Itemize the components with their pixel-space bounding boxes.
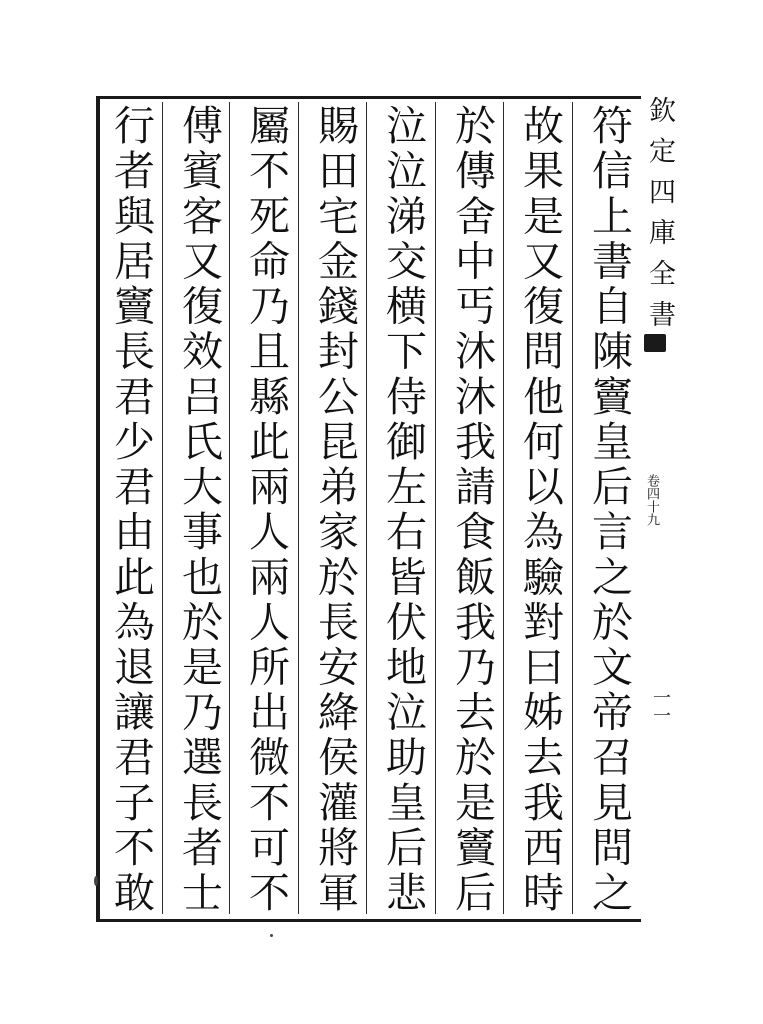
column-rule [229, 102, 230, 914]
speck [94, 876, 98, 886]
text-column-4: 泣泣涕交横下侍御左右皆伏地泣助皇后悲 [379, 104, 427, 914]
book-title: 欽定四庫全書 [644, 96, 675, 328]
fish-tail-mark [644, 334, 666, 352]
text-column-7: 傅賓客又復效吕氏大事也於是乃選長者士 [175, 104, 223, 914]
text-column-2: 故果是又復問他何以為驗對曰姊去我西時 [516, 104, 564, 914]
text-column-6: 屬不死命乃且縣此兩人兩人所出微不可不 [242, 104, 290, 914]
column-rule [572, 102, 573, 914]
text-column-8: 行者與居竇長君少君由此為退讓君子不敢 [107, 104, 155, 914]
column-rule [162, 102, 163, 914]
page-number: 一一 [650, 688, 671, 724]
text-column-3: 於傳舍中丐沐沐我請食飯我乃去於是竇后 [448, 104, 496, 914]
text-column-5: 賜田宅金錢封公昆弟家於長安絳侯灌將軍 [311, 104, 359, 914]
column-rule [503, 102, 504, 914]
column-rule [366, 102, 367, 914]
column-rule [298, 102, 299, 914]
volume-label: 卷四十九 [644, 474, 659, 526]
text-column-1: 符信上書自陳竇皇后言之於文帝召見問之 [585, 104, 633, 914]
speck [270, 934, 273, 937]
column-rule [435, 102, 436, 914]
